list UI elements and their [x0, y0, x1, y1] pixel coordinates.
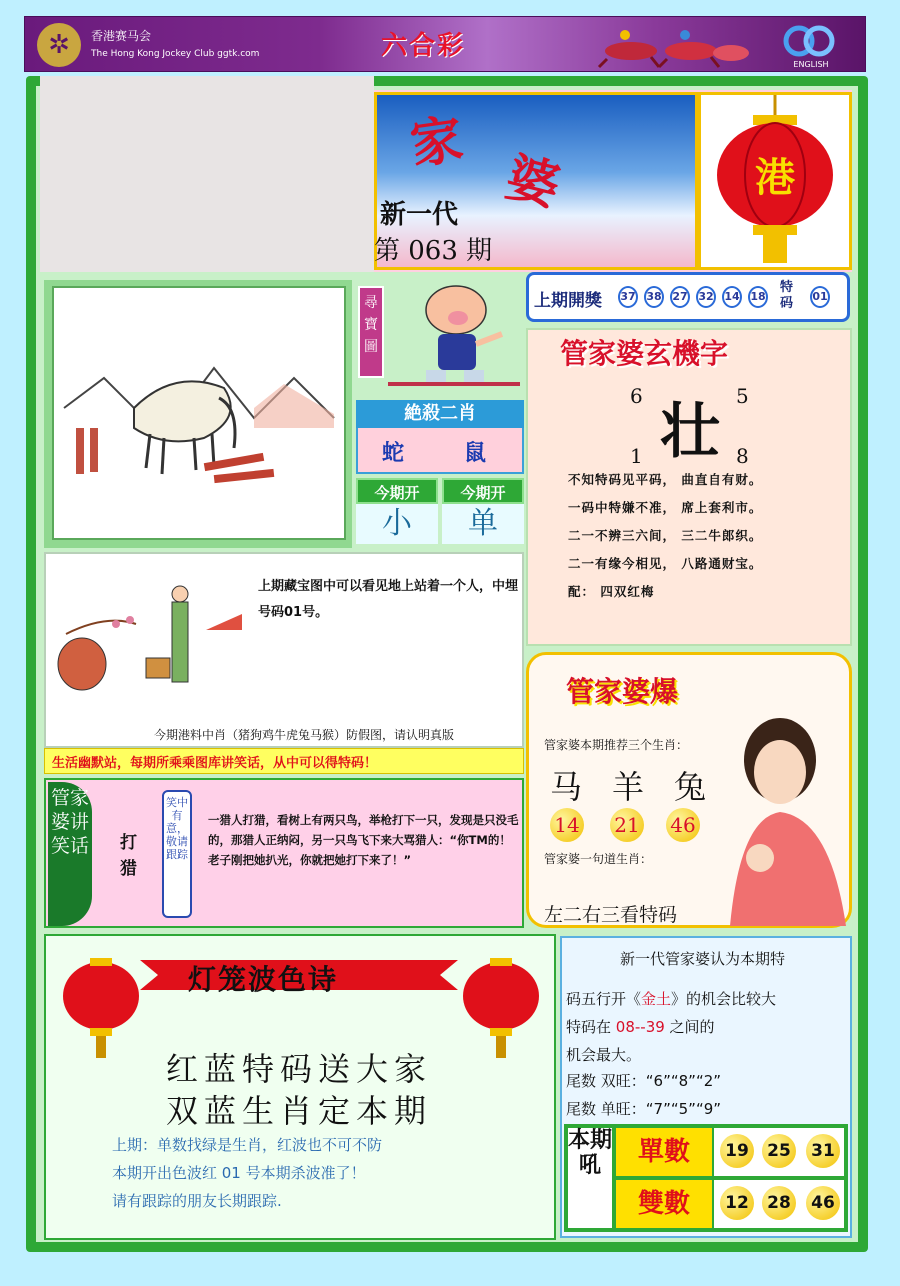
header-banner [24, 16, 866, 72]
prediction-line-2 [566, 988, 776, 1009]
poem-line-1: 红蓝特码送大家 [166, 1050, 433, 1088]
story-text: 一猎人打猎，看树上有两只鸟，举枪打下一只，发现是只没毛的，那猎人正纳闷，另一只鸟飞下来大骂猎人：“你TM的！老子刚把她扒光，你就把她打下来了！” [208, 813, 519, 867]
blast-phrase: 左二右三看特码 [544, 904, 678, 926]
blast-number-2: 21 [610, 808, 644, 842]
girl-photo-image [720, 708, 850, 926]
last-draw-number-1: 37 [618, 286, 638, 308]
last-draw-number-3: 27 [670, 286, 690, 308]
sheep-puzzle-image [52, 286, 346, 540]
cry-label: 本期吼 [568, 1128, 612, 1228]
hkjc-logo-icon: ✲ [37, 23, 81, 67]
special-number-label: 特码 [780, 280, 794, 311]
even-number-3: 46 [806, 1186, 840, 1220]
mystery-number-top-left: 6 [630, 384, 643, 408]
odd-number-3: 31 [806, 1134, 840, 1168]
club-name-cn: 香港赛马会 [91, 29, 152, 43]
english-label: ENGLISH [793, 60, 829, 69]
even-number-2: 28 [762, 1186, 796, 1220]
issue-number: 第 063 期 [374, 236, 493, 266]
prediction-line-3 [566, 1016, 715, 1037]
poem-note-3: 请有跟踪的朋友长期跟踪. [112, 1192, 282, 1210]
treasure-map-label: 尋寶圖 [358, 286, 384, 378]
lantern-box [698, 92, 852, 270]
mystery-line-3: 二一不辨三六间， 三二牛郎织。 [568, 528, 763, 543]
last-draw-number-5: 14 [722, 286, 742, 308]
prediction-range: 08--39 [615, 1018, 665, 1036]
mystery-number-bottom-left: 1 [630, 444, 643, 468]
mystery-line-4: 二一有缘今相见， 八路通财宝。 [568, 556, 763, 571]
story-title: 打猎 [120, 833, 137, 879]
left-lantern-icon [60, 952, 142, 1062]
even-label: 雙數 [616, 1180, 712, 1228]
racehorses-icon [591, 23, 751, 69]
special-number: 01 [810, 286, 830, 308]
prediction-line-6: 尾数 单旺：“7”“5”“9” [566, 1100, 722, 1118]
prediction-line-4: 机会最大。 [566, 1046, 642, 1064]
last-draw-label: 上期開獎 [534, 291, 602, 311]
club-name-en: The Hong Kong Jockey Club ggtk.com [91, 49, 260, 59]
open-heading-2: 今期开 [442, 478, 524, 504]
blast-intro: 管家婆本期推荐三个生肖： [544, 738, 689, 752]
mystery-number-bottom-right: 8 [736, 444, 749, 468]
prediction-element: 金土 [641, 990, 672, 1008]
generation-label: 新一代 [380, 200, 459, 230]
masthead-title-1: 家 [406, 109, 467, 177]
lottery-logo-icon [765, 21, 857, 69]
prediction-line-2a: 码五行开《 [566, 990, 642, 1008]
mystery-character: 壮 [660, 397, 720, 467]
lantern-poem-title: 灯笼波色诗 [188, 963, 339, 996]
treasure-clue-caption: 今期港料中肖（猪狗鸡牛虎兔马猴）防假图，请认明真版 [154, 728, 455, 742]
last-draw-number-2: 38 [644, 286, 664, 308]
humor-side-title: 管家婆讲笑话 [48, 782, 92, 926]
prediction-line-5: 尾数 双旺：“6”“8”“2” [566, 1072, 722, 1090]
right-lantern-icon [460, 952, 542, 1062]
poem-line-2: 双蓝生肖定本期 [166, 1092, 433, 1130]
red-lantern-icon [701, 95, 849, 267]
prediction-line-1: 新一代管家婆认为本期特 [620, 950, 786, 968]
mystery-line-5: 配： 四双红梅 [568, 584, 655, 599]
scholar-scene-image [46, 554, 246, 724]
masthead-title-2: 婆 [500, 147, 566, 219]
blast-sub-intro: 管家婆一句道生肖： [544, 852, 653, 866]
blast-zodiac-3: 兔 [674, 768, 707, 806]
blast-number-3: 46 [666, 808, 700, 842]
open-value-parity: 单 [442, 504, 524, 544]
pig-mascot-icon [386, 278, 522, 388]
prediction-line-2c: 》的机会比较大 [671, 990, 777, 1008]
last-draw-number-6: 18 [748, 286, 768, 308]
last-draw-number-4: 32 [696, 286, 716, 308]
odd-label: 單數 [616, 1128, 712, 1176]
blast-zodiac-2: 羊 [612, 768, 645, 806]
poem-note-1: 上期：单数找绿是生肖，红波也不可不防 [112, 1136, 383, 1154]
mystery-line-2: 一码中特嫌不准， 席上套利市。 [568, 500, 763, 515]
odd-number-1: 19 [720, 1134, 754, 1168]
mystery-line-1: 不知特码见平码， 曲直自有财。 [568, 472, 763, 487]
blast-zodiac-1: 马 [550, 768, 583, 806]
treasure-clue-text: 上期藏宝图中可以看见地上站着一个人，中埋号码01号。 [258, 579, 519, 620]
odd-number-2: 25 [762, 1134, 796, 1168]
mystery-number-top-right: 5 [736, 384, 749, 408]
kill-zodiac-heading: 絶殺二肖 [356, 400, 524, 428]
kill-zodiac-1: 蛇 [382, 441, 405, 466]
open-value-size: 小 [356, 504, 438, 544]
blast-title: 管家婆爆 [566, 675, 679, 708]
poem-note-2: 本期开出色波红 01 号本期杀波准了！ [112, 1164, 366, 1182]
even-number-1: 12 [720, 1186, 754, 1220]
lottery-title: 六合彩 [381, 31, 466, 61]
follow-note: 笑中有意，敬请跟踪 [162, 790, 192, 918]
masthead-blank-area [40, 76, 374, 272]
open-heading-1: 今期开 [356, 478, 438, 504]
lantern-char: 港 [755, 155, 795, 201]
kill-zodiac-2: 鼠 [464, 441, 487, 466]
blast-number-1: 14 [550, 808, 584, 842]
humor-banner-text: 生活幽默站，每期所乘乘图库讲笑话，从中可以得特码！ [52, 756, 378, 771]
mystery-title: 管家婆玄機字 [560, 337, 729, 370]
prediction-line-3c: 之间的 [664, 1018, 715, 1036]
prediction-line-3a: 特码在 [566, 1018, 616, 1036]
